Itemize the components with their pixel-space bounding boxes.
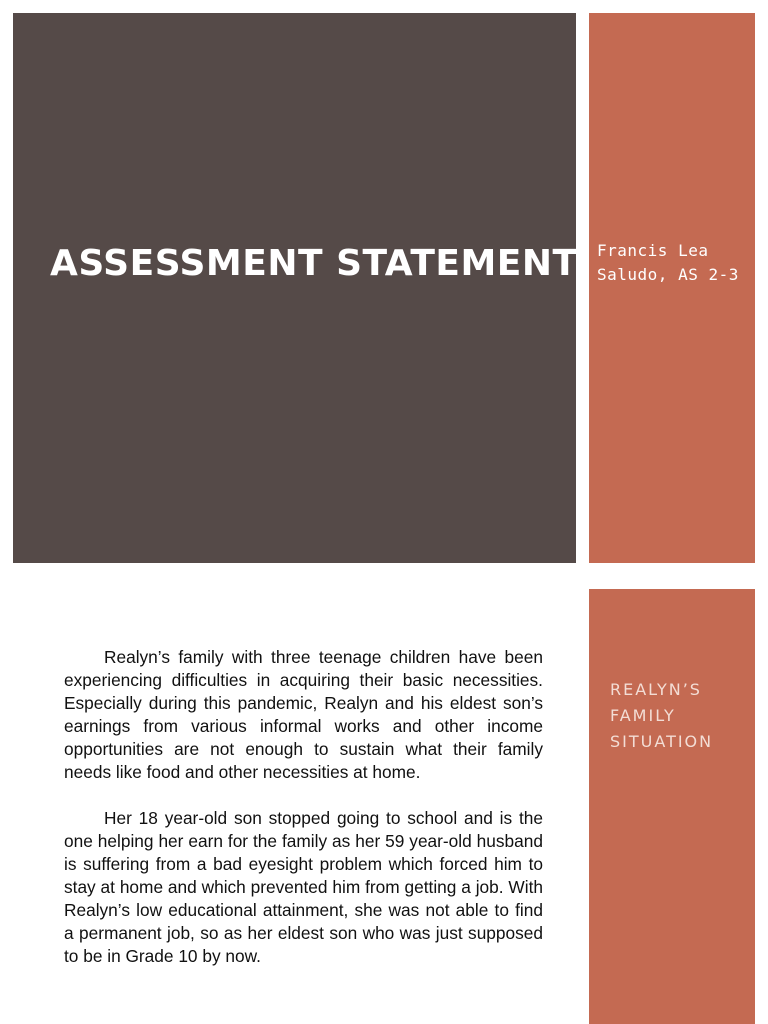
author-panel xyxy=(589,13,755,563)
body-text xyxy=(64,646,543,991)
author-name: Francis Lea Saludo, AS 2-3 xyxy=(597,241,739,284)
slide-title: ASSESSMENT STATEMENT xyxy=(50,242,578,284)
section-label: REALYN’S FAMILY SITUATION xyxy=(610,680,714,751)
section-panel xyxy=(589,589,755,1024)
title-panel xyxy=(13,13,576,563)
body-paragraph: Realyn’s family with three teenage children have been experiencing difficulties in acquiring their basic necessities. Especially during this pandemic, Realyn and his eldest son’s earnings from various informal works and other income opportunities are not enough to sustain what their family needs like food and other necessities at home. xyxy=(64,647,543,782)
body-paragraph: Her 18 year-old son stopped going to school and is the one helping her earn for the family as her 59 year-old husband is suffering from a bad eyesight problem which forced him to stay at home and which prevented him from getting a job. With Realyn’s low educational attainment, she was not able to find a permanent job, so as her eldest son who was just supposed to be in Grade 10 by now. xyxy=(64,808,543,966)
